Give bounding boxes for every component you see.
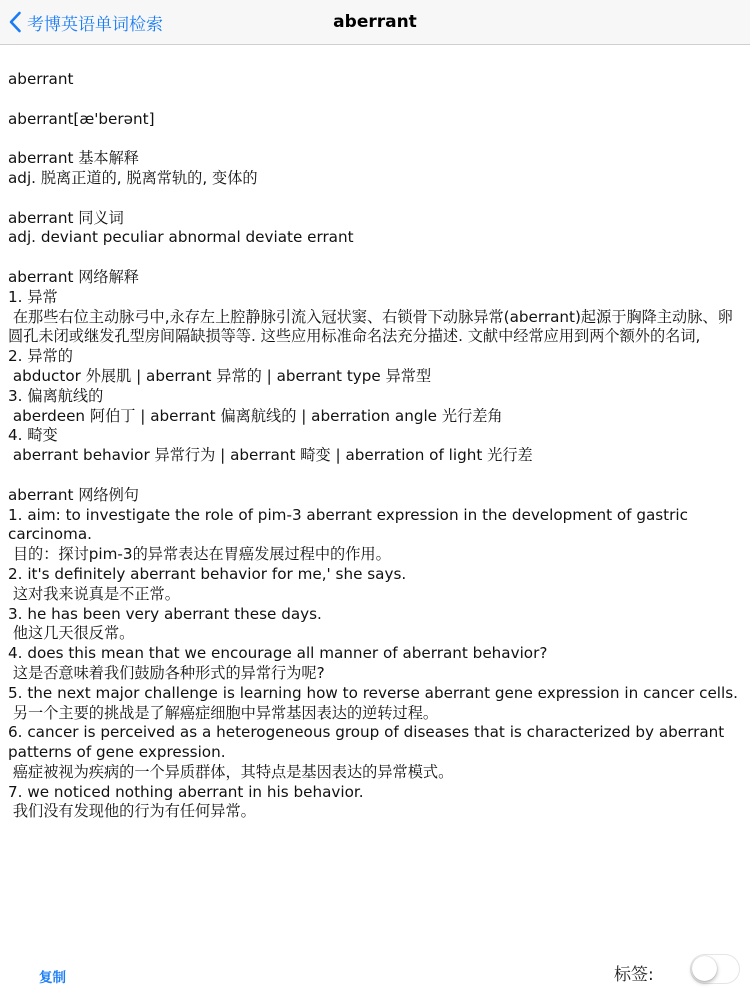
text-line: aberrant behavior 异常行为 | aberrant 畸变 | aberration of light 光行差 [8,446,533,465]
toggle-knob[interactable] [692,956,717,981]
page-title: aberrant [333,12,417,32]
back-button-label: 考博英语单词检索 [27,14,163,35]
text-line: 4. does this mean that we encourage all manner of aberrant behavior? [8,644,548,663]
text-line: 2. 异常的 [8,347,73,366]
word-entry [8,70,744,842]
text-line: abductor 外展肌 | aberrant 异常的 | aberrant type 异常型 [8,366,432,385]
synonyms-section [8,209,744,249]
text-line: 另一个主要的挑战是了解癌症细胞中异常基因表达的逆转过程。 [8,703,439,722]
text-line: 在那些右位主动脉弓中,永存左上腔静脉引流入冠状窦、右锁骨下动脉异常(aberrant)起源于胸降主动脉、卵圆孔未闭或继发孔型房间隔缺损等等. 这些应用标准命名法充分描述. 文献中经常应用到两个额外的名词, [8,307,733,346]
text-line: 我们没有发现他的行为有任何异常。 [8,802,256,821]
text-line: 1. aim: to investigate the role of pim-3 aberrant expression in the development of gastric carcinoma. [8,505,693,544]
section-heading: aberrant 网络例句 [8,485,139,504]
text-line: 癌症被视为疾病的一个异质群体，其特点是基因表达的异常模式。 [8,762,454,781]
entry-word: aberrant [8,70,74,88]
copy-button[interactable]: 复制 [39,970,66,986]
text-line: aberdeen 阿伯丁 | aberrant 偏离航线的 | aberration angle 光行差角 [8,406,503,425]
text-line: 3. 偏离航线的 [8,386,104,405]
text-line: 这是否意味着我们鼓励各种形式的异常行为呢? [8,663,325,682]
text-line: 2. it's definitely aberrant behavior for me,' she says. [8,564,407,583]
basic-definition-section [8,149,744,189]
entry-pronunciation: aberrant[æ'berənt] [8,109,155,128]
section-heading: aberrant 同义词 [8,208,124,227]
tag-toggle-switch[interactable] [690,954,740,984]
text-line: 这对我来说真是不正常。 [8,584,180,603]
text-line: 7. we noticed nothing aberrant in his behavior. [8,782,364,801]
navigation-bar [0,0,750,45]
text-line: 6. cancer is perceived as a heterogeneous group of diseases that is characterized by aberrant patterns of gene expression. [8,723,730,762]
text-line: 目的：探讨pim-3的异常表达在胃癌发展过程中的作用。 [8,545,391,564]
web-definition-section [8,268,744,466]
text-line: adj. deviant peculiar abnormal deviate errant [8,228,354,247]
text-line: 他这几天很反常。 [8,624,135,643]
text-line: 3. he has been very aberrant these days. [8,604,322,623]
tag-label: 标签: [614,965,654,985]
examples-section [8,486,744,823]
text-line: 5. the next major challenge is learning how to reverse aberrant gene expression in cancer cells. [8,683,738,702]
basic-definition-lines [8,169,744,189]
section-heading: aberrant 网络解释 [8,267,139,286]
synonym-lines [8,228,744,248]
text-line: adj. 脱离正道的, 脱离常轨的, 变体的 [8,168,258,187]
section-heading: aberrant 基本解释 [8,149,139,168]
example-lines [8,506,744,823]
web-definition-lines [8,288,744,466]
text-line: 4. 畸变 [8,426,58,445]
text-line: 1. 异常 [8,287,58,306]
bottom-toolbar [0,940,750,1000]
